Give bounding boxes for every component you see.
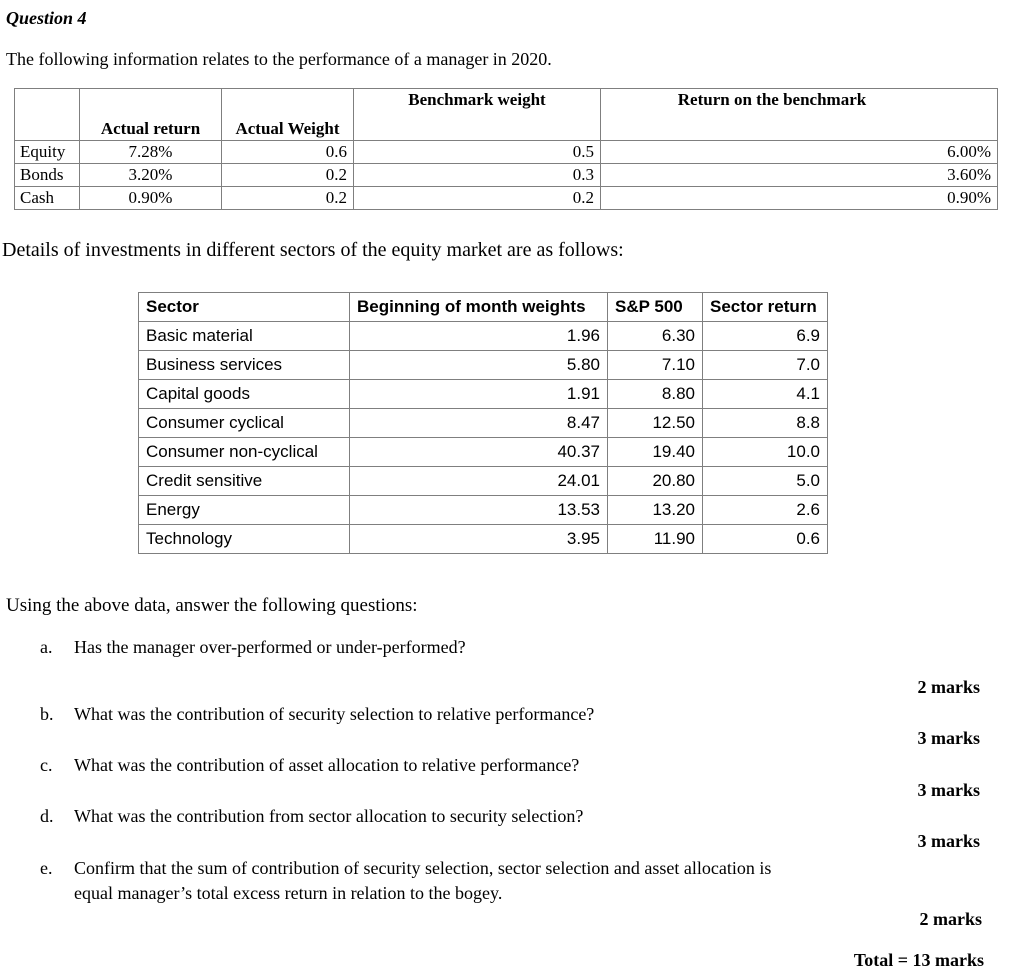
sp500-value: 20.80 [608,467,703,496]
table-row [139,351,828,380]
question-label: e. [40,858,53,878]
sector-name: Basic material [139,322,350,351]
table-row [139,322,828,351]
sector-return: 6.9 [703,322,828,351]
benchmark-weight: 0.3 [354,164,601,187]
table-row [139,496,828,525]
total-marks: Total = 13 marks [853,950,984,970]
sector-weight: 24.01 [350,467,608,496]
sector-weight: 13.53 [350,496,608,525]
sp500-value: 13.20 [608,496,703,525]
table-row [15,187,998,210]
header-sp500: S&P 500 [608,293,703,322]
marks-d: 3 marks [917,831,980,851]
question-text-line2: equal manager’s total excess return in relation to the bogey. [74,883,503,903]
sector-return: 8.8 [703,409,828,438]
question-text: What was the contribution of asset allocation to relative performance? [74,755,580,775]
header-actual-return: Actual return [80,89,222,141]
intro-text: The following information relates to the performance of a manager in 2020. [6,49,552,69]
table-row [139,438,828,467]
sp500-value: 19.40 [608,438,703,467]
sector-return: 7.0 [703,351,828,380]
table-row [139,380,828,409]
sp500-value: 7.10 [608,351,703,380]
sector-name: Consumer cyclical [139,409,350,438]
details-text: Details of investments in different sectors of the equity market are as follows: [2,239,624,261]
sector-weight: 3.95 [350,525,608,554]
sector-weight: 1.91 [350,380,608,409]
marks-e: 2 marks [919,909,982,929]
sector-weight: 40.37 [350,438,608,467]
actual-weight: 0.2 [222,187,354,210]
benchmark-return: 0.90% [601,187,998,210]
benchmark-weight: 0.2 [354,187,601,210]
sector-name: Consumer non-cyclical [139,438,350,467]
marks-c: 3 marks [917,780,980,800]
question-text: Has the manager over-performed or under-performed? [74,637,466,657]
sector-return: 5.0 [703,467,828,496]
question-e [40,856,900,908]
header-benchmark-weight: Benchmark weight [354,89,601,141]
question-c [40,753,900,779]
sector-name: Business services [139,351,350,380]
question-text: Confirm that the sum of contribution of security selection, sector selection and asset allocation is [74,858,772,878]
actual-weight: 0.6 [222,141,354,164]
sector-return: 4.1 [703,380,828,409]
sector-weight: 1.96 [350,322,608,351]
sp500-value: 8.80 [608,380,703,409]
sp500-value: 6.30 [608,322,703,351]
asset-name: Cash [15,187,80,210]
sector-name: Energy [139,496,350,525]
question-text: What was the contribution of security selection to relative performance? [74,704,595,724]
sector-name: Credit sensitive [139,467,350,496]
sector-name: Technology [139,525,350,554]
question-text: What was the contribution from sector allocation to security selection? [74,806,584,826]
asset-name: Equity [15,141,80,164]
instructions-text: Using the above data, answer the following questions: [6,595,418,616]
question-d [40,804,900,830]
sector-table [138,292,828,554]
sector-weight: 8.47 [350,409,608,438]
header-weights: Beginning of month weights [350,293,608,322]
question-label: d. [40,806,54,826]
header-benchmark-return: Return on the benchmark [601,89,998,141]
corner-cell [15,89,80,141]
table-row [139,409,828,438]
actual-return: 3.20% [80,164,222,187]
question-label: c. [40,755,53,775]
question-title: Question 4 [6,8,87,28]
benchmark-weight: 0.5 [354,141,601,164]
benchmark-return: 3.60% [601,164,998,187]
sector-weight: 5.80 [350,351,608,380]
header-sector: Sector [139,293,350,322]
actual-return: 7.28% [80,141,222,164]
actual-return: 0.90% [80,187,222,210]
header-actual-weight: Actual Weight [222,89,354,141]
header-sector-return: Sector return [703,293,828,322]
table-row [15,164,998,187]
table-row [15,141,998,164]
table-row [139,467,828,496]
asset-name: Bonds [15,164,80,187]
sp500-value: 11.90 [608,525,703,554]
benchmark-return: 6.00% [601,141,998,164]
marks-b: 3 marks [917,728,980,748]
actual-weight: 0.2 [222,164,354,187]
question-label: b. [40,704,54,724]
sector-return: 10.0 [703,438,828,467]
question-a [40,635,900,661]
performance-table [14,88,998,210]
sp500-value: 12.50 [608,409,703,438]
question-b [40,702,900,728]
table-row [139,525,828,554]
sector-name: Capital goods [139,380,350,409]
marks-a: 2 marks [917,677,980,697]
sector-return: 2.6 [703,496,828,525]
question-label: a. [40,637,53,657]
sector-return: 0.6 [703,525,828,554]
